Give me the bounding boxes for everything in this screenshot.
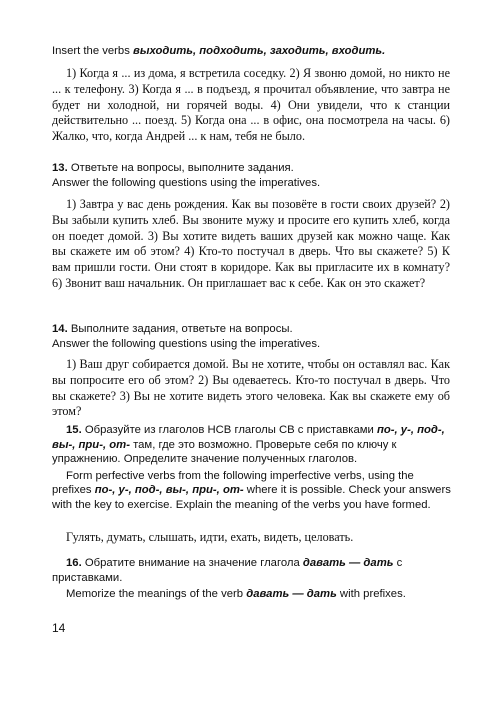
exercise-13-ru: Ответьте на вопросы, выполните задания. <box>67 162 294 174</box>
exercise-14-number: 14. <box>52 323 68 335</box>
exercise-16-en-a: Memorize the meanings of the verb <box>66 588 247 600</box>
intro-verbs: выходить, подходить, заходить, входить. <box>133 45 386 57</box>
exercise-16-number: 16. <box>66 557 82 569</box>
exercise-16-en-verb: давать — дать <box>246 588 337 600</box>
exercise-16-ru-verb: давать — дать <box>302 557 394 569</box>
exercise-13-number: 13. <box>52 162 68 174</box>
exercise-16-ru-a: Обратите внимание на значение глагола <box>81 557 303 569</box>
exercise-14-text: 1) Ваш друг собирается домой. Вы не хотите, чтобы он оставлял вас. Как вы попросите его об этом? 2) Вы одеваетесь. Кто-то постучал в дверь. Что вы скажете? 3) Вы не хотите видеть этого человека. Как вы скажете ему об этом? <box>52 357 450 419</box>
exercise-15-ru-b: там, где это возможно. Проверьте себя по ключу к упражнению. Определите значение полученных глаголов. <box>52 438 397 465</box>
exercise-14-en: Answer the following questions using the imperatives. <box>52 337 321 350</box>
exercise-15-en-b: where it is possible. Check your answers with the key to exercise. Explain the meaning of the verbs you have formed. <box>52 484 451 511</box>
exercise-15-instruction <box>52 423 452 512</box>
intro-instruction <box>52 44 452 59</box>
intro-text: Insert the verbs <box>52 45 133 57</box>
exercise-15-en-prefixes: по-, у-, под-, вы-, при-, от- <box>94 484 244 496</box>
exercise-15-ru-a: Образуйте из глаголов НСВ глаголы СВ с приставками <box>81 424 377 436</box>
exercise-13-text: 1) Завтра у вас день рождения. Как вы позовёте в гости своих друзей? 2) Вы забыли купить хлеб. Вы звоните мужу и просите его купить хлеб, когда он поедет домой. 3) Вы хотите видеть ваших друзей как можно чаще. Как вы скажете им об этом? 4) Кто-то постучал в дверь. Что вы скажете? 5) К вам пришли гости. Они стоят в коридоре. Как вы пригласите их в комнату? 6) Звонит ваш начальник. Он приглашает вас к себе. Как он это скажет? <box>52 197 450 290</box>
exercise-15-verbs: Гулять, думать, слышать, идти, ехать, видеть, целовать. <box>66 530 354 544</box>
exercise-16-instruction <box>52 556 452 602</box>
exercise-13-en: Answer the following questions using the imperatives. <box>52 176 321 189</box>
exercise-13-instruction <box>52 161 452 190</box>
exercise-14-instruction <box>52 322 452 351</box>
exercise-16-en-b: with prefixes. <box>336 588 406 600</box>
exercise-15-ru-prefixes: по-, у-, под-, вы-, при-, от- <box>52 424 445 451</box>
exercise-14-ru: Выполните задания, ответьте на вопросы. <box>67 323 293 335</box>
exercise-16-ru-b: с приставками. <box>52 557 403 584</box>
page-number: 14 <box>52 621 66 635</box>
exercise-15-number: 15. <box>66 424 82 436</box>
exercise-15-en-a: Form perfective verbs from the following imperfective verbs, using the prefixes <box>52 469 414 496</box>
exercise-12-text: 1) Когда я ... из дома, я встретила соседку. 2) Я звоню домой, но никто не ... к телефону. 3) Когда я ... в подъезд, я прочитал объявление, что завтра не будет ни холодной, ни горячей воды. 4) Они увидели, что к станции действительно ... поезд. 5) Когда она ... в офис, она посмотрела на часы. 6) Жалко, что, когда Андрей ... к нам, тебя не было. <box>52 66 450 144</box>
